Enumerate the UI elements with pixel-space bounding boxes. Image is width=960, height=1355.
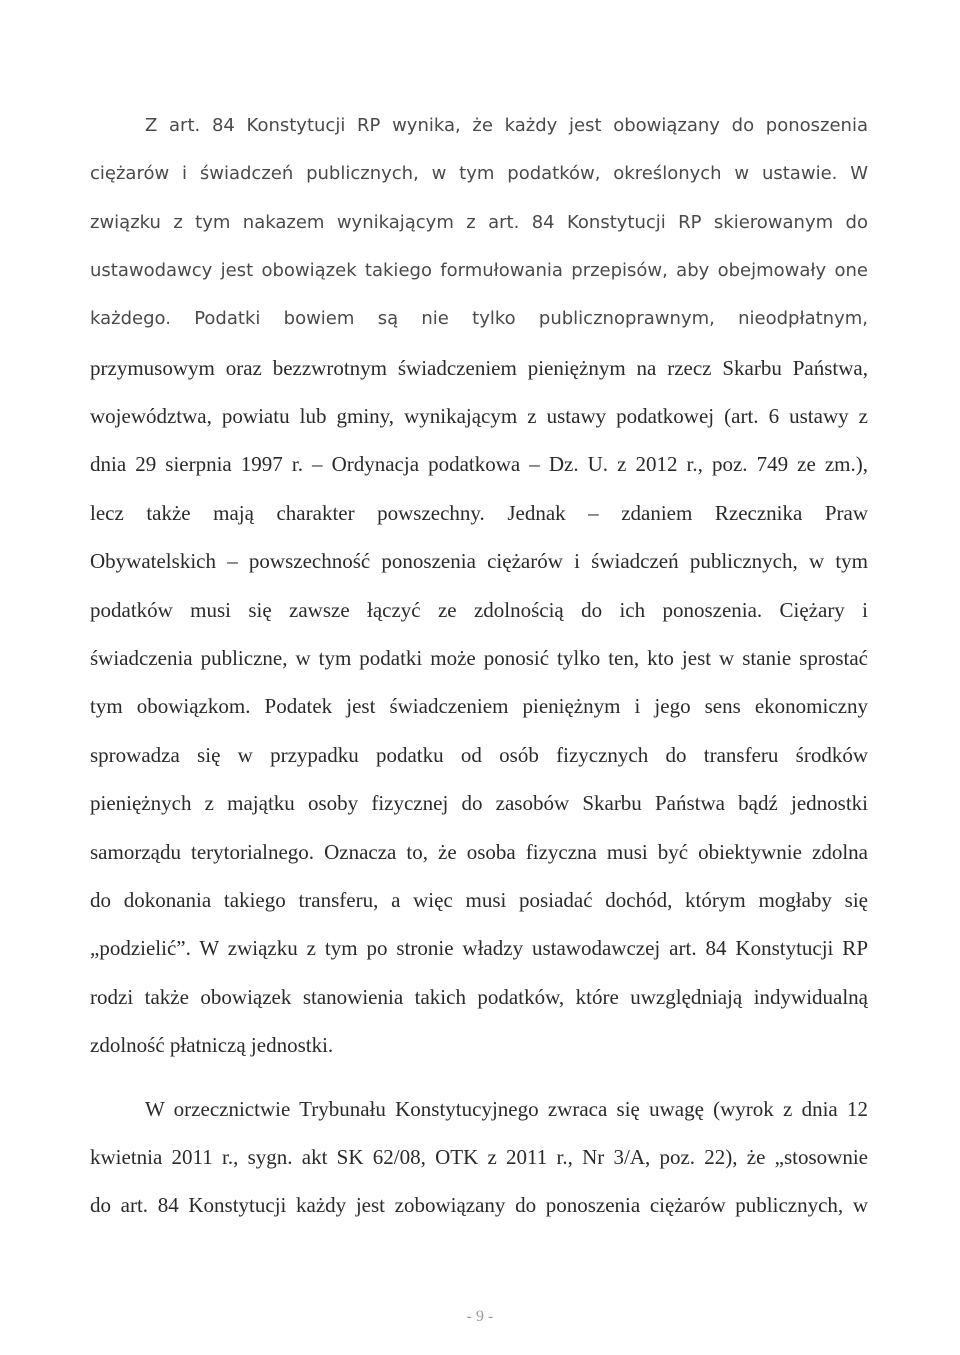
text-line: podatków musi się zawsze łączyć ze zdolnością do ich ponoszenia. Ciężary i (90, 598, 868, 622)
text-line: sprowadza się w przypadku podatku od osób fizycznych do transferu środków (90, 743, 868, 767)
text-line: dnia 29 sierpnia 1997 r. – Ordynacja podatkowa – Dz. U. z 2012 r., poz. 749 ze zm.), (90, 452, 868, 476)
text-line: kwietnia 2011 r., sygn. akt SK 62/08, OTK z 2011 r., Nr 3/A, poz. 22), że „stosownie (90, 1145, 868, 1169)
text-line: przymusowym oraz bezzwrotnym świadczeniem pieniężnym na rzecz Skarbu Państwa, (90, 356, 868, 380)
text-line: ciężarów i świadczeń publicznych, w tym podatków, określonych w ustawie. W (90, 163, 868, 184)
text-line: Z art. 84 Konstytucji RP wynika, że każdy jest obowiązany do ponoszenia (145, 115, 868, 136)
text-line: „podzielić”. W związku z tym po stronie władzy ustawodawczej art. 84 Konstytucji RP (90, 936, 868, 960)
text-line: do art. 84 Konstytucji każdy jest zobowiązany do ponoszenia ciężarów publicznych, w (90, 1193, 868, 1217)
text-line: związku z tym nakazem wynikającym z art. 84 Konstytucji RP skierowanym do (90, 212, 868, 233)
text-line: W orzecznictwie Trybunału Konstytucyjnego zwraca się uwagę (wyrok z dnia 12 (145, 1097, 868, 1121)
text-line: pieniężnych z majątku osoby fizycznej do zasobów Skarbu Państwa bądź jednostki (90, 791, 868, 815)
text-line: rodzi także obowiązek stanowienia takich podatków, które uwzględniają indywidualną (90, 985, 868, 1009)
text-line: świadczenia publiczne, w tym podatki może ponosić tylko ten, kto jest w stanie sprostać (90, 646, 868, 670)
text-line: do dokonania takiego transferu, a więc musi posiadać dochód, którym mogłaby się (90, 888, 868, 912)
text-line: zdolność płatniczą jednostki. (90, 1033, 334, 1057)
text-line: samorządu terytorialnego. Oznacza to, że osoba fizyczna musi być obiektywnie zdolna (90, 840, 868, 864)
text-line: ustawodawcy jest obowiązek takiego formułowania przepisów, aby obejmowały one (90, 260, 868, 281)
text-line: lecz także mają charakter powszechny. Jednak – zdaniem Rzecznika Praw (90, 501, 868, 525)
page-number: - 9 - (466, 1308, 494, 1325)
text-line: Obywatelskich – powszechność ponoszenia ciężarów i świadczeń publicznych, w tym (90, 549, 868, 573)
text-line: tym obowiązkom. Podatek jest świadczeniem pieniężnym i jego sens ekonomiczny (90, 694, 868, 718)
text-line: każdego. Podatki bowiem są nie tylko publicznoprawnym, nieodpłatnym, (90, 308, 868, 329)
text-line: województwa, powiatu lub gminy, wynikającym z ustawy podatkowej (art. 6 ustawy z (90, 404, 868, 428)
